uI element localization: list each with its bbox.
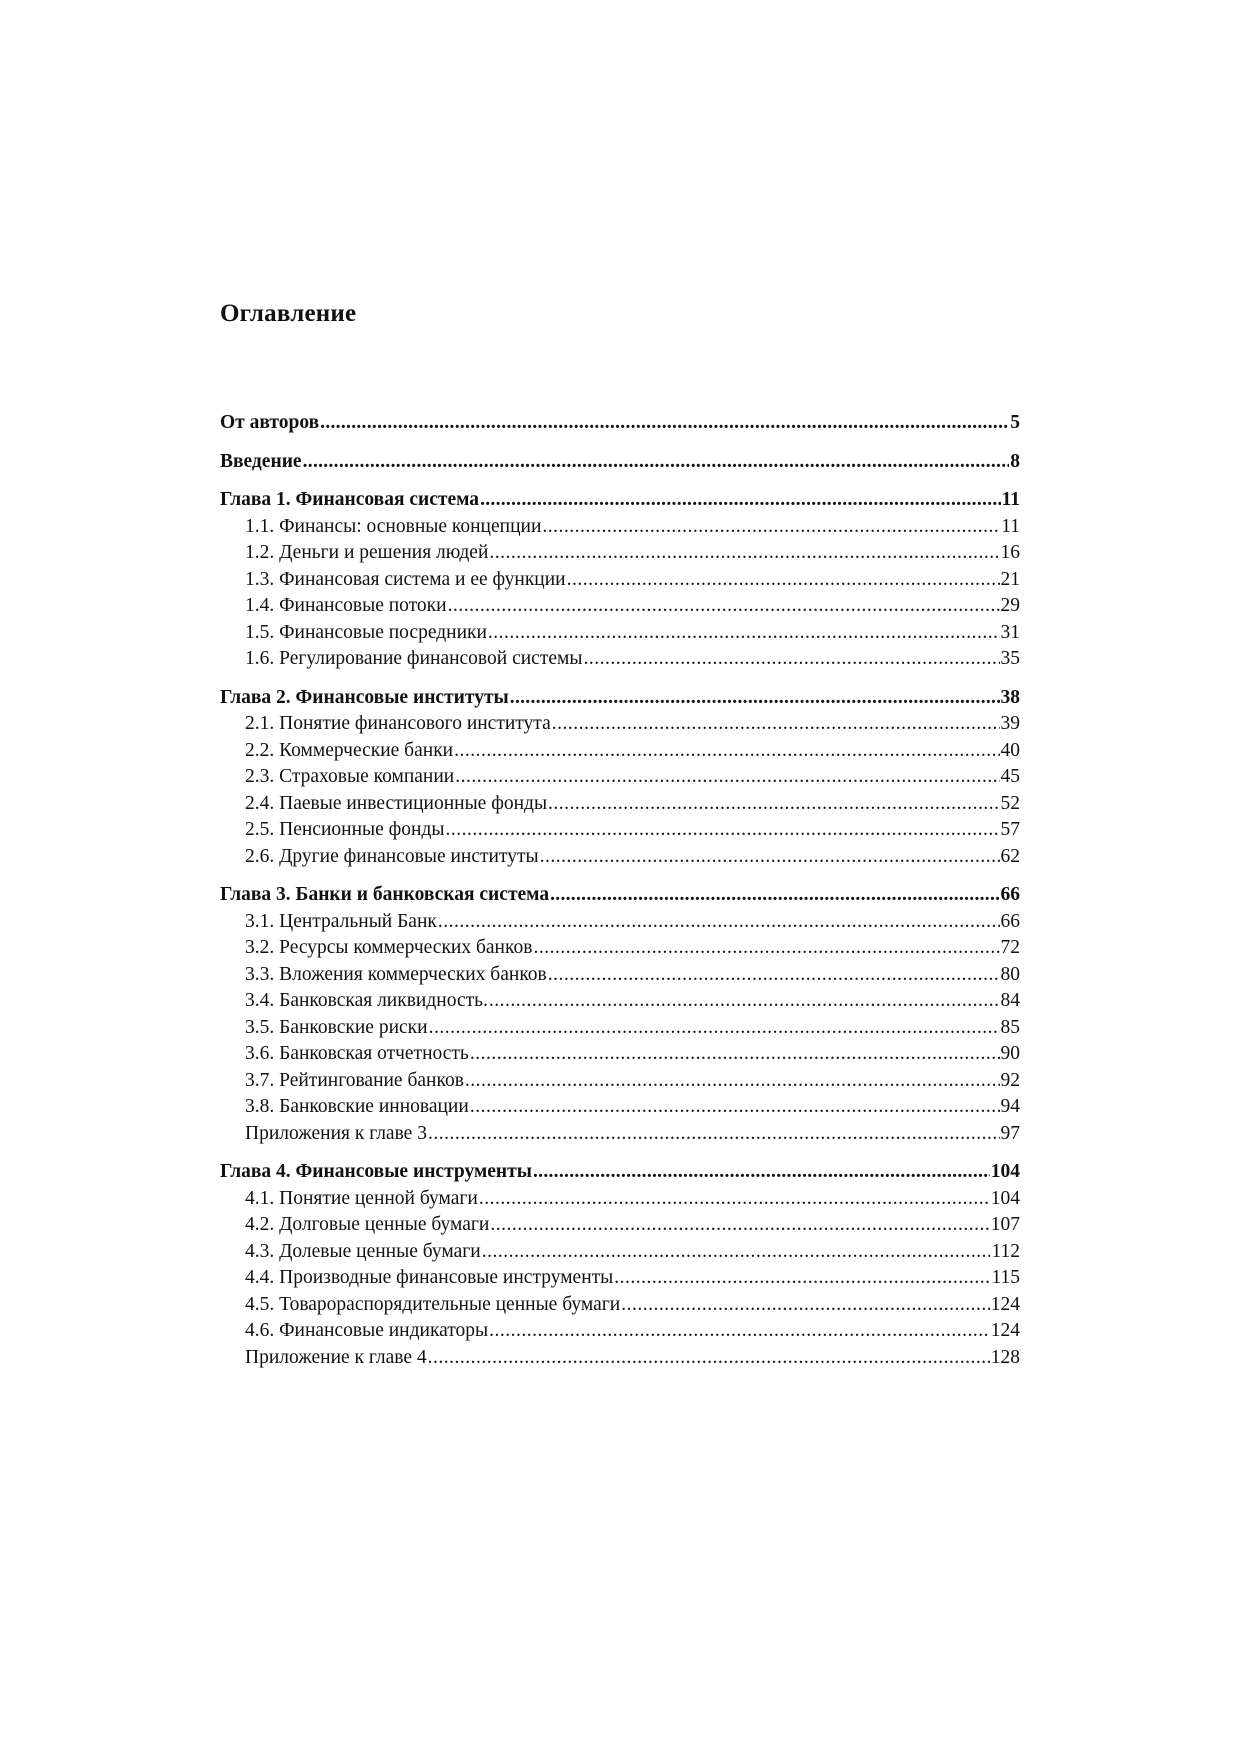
toc-dot-leader: [479, 1186, 990, 1213]
toc-dot-leader: [470, 1094, 1000, 1121]
toc-entry-title: 4.2. Долговые ценные бумаги: [245, 1214, 490, 1235]
toc-entry-title: От авторов: [220, 412, 320, 433]
toc-entry-title: 1.2. Деньги и решения людей: [245, 542, 489, 563]
toc-entry-page-number: 35: [1000, 648, 1020, 669]
toc-dot-leader: [550, 882, 999, 909]
toc-section-entry[interactable]: [220, 1292, 1020, 1319]
toc-section-entry[interactable]: [220, 1015, 1020, 1042]
toc-chapter-entry[interactable]: [220, 487, 1020, 514]
toc-dot-leader: [510, 685, 1000, 712]
toc-section-entry[interactable]: [220, 1345, 1020, 1372]
toc-entry-page-number: 40: [1000, 739, 1020, 761]
toc-dot-leader: [480, 487, 1001, 514]
toc-dot-leader: [490, 1212, 989, 1239]
toc-entry-title: 3.6. Банковская отчетность: [245, 1043, 469, 1064]
toc-section-entry[interactable]: [220, 844, 1020, 871]
toc-entry-page-number: 29: [1000, 595, 1020, 616]
toc-entry-title: Глава 1. Финансовая система: [220, 489, 480, 510]
toc-entry-page-number: 16: [1000, 542, 1020, 563]
toc-dot-leader: [455, 764, 999, 791]
toc-section-entry[interactable]: [220, 1318, 1020, 1345]
toc-entry-page-number: 104: [990, 1161, 1020, 1182]
toc-dot-leader: [583, 646, 999, 673]
toc-section-entry[interactable]: [220, 1068, 1020, 1095]
toc-dot-leader: [429, 1015, 1000, 1042]
toc-entry-title: 2.2. Коммерческие банки: [245, 739, 454, 761]
toc-section-entry[interactable]: [220, 791, 1020, 818]
toc-entry-title: 2.6. Другие финансовые институты: [245, 845, 539, 867]
table-of-contents: [220, 410, 1020, 1371]
toc-chapter-entry[interactable]: [220, 1159, 1020, 1186]
toc-dot-leader: [567, 567, 1000, 594]
toc-dot-leader: [540, 844, 1000, 871]
toc-entry-title: 1.1. Финансы: основные концепции: [245, 515, 542, 537]
toc-entry-page-number: 39: [1000, 713, 1020, 734]
toc-dot-leader: [489, 1318, 990, 1345]
toc-entry-title: 2.4. Паевые инвестиционные фонды: [245, 792, 548, 814]
toc-entry-title: 2.3. Страховые компании: [245, 766, 455, 787]
toc-entry-page-number: 124: [990, 1320, 1020, 1341]
toc-entry-page-number: 62: [1000, 845, 1020, 867]
toc-section-entry[interactable]: [220, 1094, 1020, 1121]
toc-dot-leader: [428, 1121, 1000, 1148]
toc-entry-page-number: 72: [1000, 937, 1020, 958]
toc-chapter-entry[interactable]: [220, 449, 1020, 476]
toc-section-entry[interactable]: [220, 764, 1020, 791]
toc-entry-title: 3.8. Банковские инновации: [245, 1096, 469, 1117]
toc-chapter-entry[interactable]: [220, 882, 1020, 909]
toc-entry-page-number: 66: [1000, 910, 1020, 932]
toc-dot-leader: [489, 988, 1000, 1015]
toc-entry-page-number: 31: [1000, 621, 1020, 643]
toc-dot-leader: [428, 1345, 990, 1372]
toc-dot-leader: [465, 1068, 1000, 1095]
toc-chapter-entry[interactable]: [220, 410, 1020, 437]
toc-entry-title: Приложения к главе 3: [245, 1122, 427, 1144]
toc-entry-title: 1.5. Финансовые посредники: [245, 621, 487, 643]
toc-dot-leader: [542, 514, 1000, 541]
toc-section-entry[interactable]: [220, 738, 1020, 765]
toc-entry-page-number: 97: [1000, 1122, 1020, 1144]
toc-entry-page-number: 124: [990, 1293, 1020, 1315]
toc-dot-leader: [454, 738, 999, 765]
toc-dot-leader: [548, 962, 1000, 989]
toc-section-entry[interactable]: [220, 540, 1020, 567]
toc-section-entry[interactable]: [220, 1212, 1020, 1239]
toc-entry-title: Глава 2. Финансовые институты: [220, 686, 509, 708]
toc-entry-title: 3.7. Рейтингование банков: [245, 1069, 464, 1091]
toc-chapter-entry[interactable]: [220, 685, 1020, 712]
toc-entry-page-number: 85: [1000, 1016, 1020, 1038]
toc-entry-page-number: 66: [1000, 884, 1020, 905]
toc-entry-page-number: 5: [1010, 412, 1020, 433]
toc-section-entry[interactable]: [220, 817, 1020, 844]
toc-entry-page-number: 112: [991, 1240, 1020, 1262]
toc-dot-leader: [446, 817, 1000, 844]
toc-entry-page-number: 128: [990, 1346, 1020, 1368]
toc-dot-leader: [320, 410, 1009, 437]
toc-dot-leader: [548, 791, 999, 818]
toc-section-entry[interactable]: [220, 909, 1020, 936]
toc-section-entry[interactable]: [220, 962, 1020, 989]
toc-entry-page-number: 8: [1010, 450, 1020, 472]
toc-entry-page-number: 52: [1000, 792, 1020, 814]
toc-section-entry[interactable]: [220, 1121, 1020, 1148]
toc-entry-title: 3.1. Центральный Банк: [245, 910, 437, 932]
toc-dot-leader: [438, 909, 1000, 936]
toc-entry-title: 4.1. Понятие ценной бумаги: [245, 1187, 478, 1209]
toc-dot-leader: [533, 935, 999, 962]
toc-entry-title: 2.1. Понятие финансового института: [245, 713, 551, 734]
toc-section-entry[interactable]: [220, 1186, 1020, 1213]
toc-entry-page-number: 11: [1001, 489, 1020, 510]
toc-entry-page-number: 11: [1001, 515, 1020, 537]
toc-entry-page-number: 94: [1000, 1096, 1020, 1117]
toc-section-entry[interactable]: [220, 593, 1020, 620]
toc-section-entry[interactable]: [220, 711, 1020, 738]
toc-dot-leader: [533, 1159, 990, 1186]
toc-entry-title: Введение: [220, 450, 302, 472]
toc-entry-page-number: 107: [990, 1214, 1020, 1235]
toc-section-entry[interactable]: [220, 646, 1020, 673]
toc-section-entry[interactable]: [220, 514, 1020, 541]
toc-section-entry[interactable]: [220, 620, 1020, 647]
toc-entry-page-number: 90: [1000, 1043, 1020, 1064]
toc-entry-title: Глава 3. Банки и банковская система: [220, 884, 550, 905]
toc-entry-title: 4.3. Долевые ценные бумаги: [245, 1240, 481, 1262]
toc-dot-leader: [303, 449, 1010, 476]
toc-entry-title: 4.6. Финансовые индикаторы: [245, 1320, 489, 1341]
toc-entry-page-number: 104: [990, 1187, 1020, 1209]
toc-entry-title: 4.5. Товарораспорядительные ценные бумаги: [245, 1293, 621, 1315]
toc-entry-title: Глава 4. Финансовые инструменты: [220, 1161, 532, 1182]
toc-dot-leader: [552, 711, 1000, 738]
toc-section-entry[interactable]: [220, 1239, 1020, 1266]
toc-section-entry[interactable]: [220, 988, 1020, 1015]
toc-dot-leader: [470, 1041, 1000, 1068]
toc-entry-page-number: 84: [1000, 990, 1020, 1011]
toc-section-entry[interactable]: [220, 1041, 1020, 1068]
toc-entry-page-number: 57: [1000, 819, 1020, 840]
toc-entry-title: 3.5. Банковские риски: [245, 1016, 428, 1038]
toc-entry-page-number: 92: [1000, 1069, 1020, 1091]
toc-section-entry[interactable]: [220, 567, 1020, 594]
toc-dot-leader: [482, 1239, 991, 1266]
toc-entry-page-number: 21: [1000, 568, 1020, 590]
toc-entry-title: 2.5. Пенсионные фонды: [245, 819, 445, 840]
toc-entry-title: 4.4. Производные финансовые инструменты: [245, 1267, 614, 1288]
toc-entry-title: 1.3. Финансовая система и ее функции: [245, 568, 566, 590]
toc-entry-title: 1.6. Регулирование финансовой системы: [245, 648, 583, 669]
toc-dot-leader: [489, 540, 999, 567]
toc-dot-leader: [488, 620, 1000, 647]
toc-entry-title: 3.2. Ресурсы коммерческих банков: [245, 937, 533, 958]
page-title: Оглавление: [220, 300, 357, 327]
toc-dot-leader: [448, 593, 1000, 620]
toc-entry-title: 3.3. Вложения коммерческих банков: [245, 963, 547, 985]
toc-entry-title: 1.4. Финансовые потоки: [245, 595, 447, 616]
toc-entry-page-number: 38: [1000, 686, 1020, 708]
toc-entry-title: Приложение к главе 4: [245, 1346, 427, 1368]
toc-entry-title: 3.4. Банковская ликвидность.: [245, 990, 488, 1011]
toc-dot-leader: [621, 1292, 990, 1319]
toc-dot-leader: [614, 1265, 990, 1292]
toc-entry-page-number: 45: [1000, 766, 1020, 787]
toc-section-entry[interactable]: [220, 935, 1020, 962]
toc-section-entry[interactable]: [220, 1265, 1020, 1292]
toc-entry-page-number: 115: [991, 1267, 1020, 1288]
toc-entry-page-number: 80: [1000, 963, 1020, 985]
